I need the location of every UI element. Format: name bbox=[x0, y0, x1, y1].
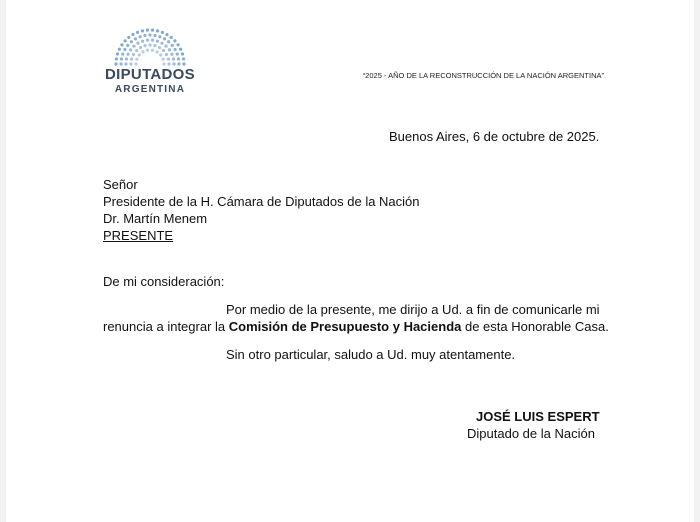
signature-name: JOSÉ LUIS ESPERT bbox=[476, 409, 600, 424]
emblem-dot bbox=[138, 53, 141, 56]
emblem-dot bbox=[116, 52, 119, 55]
paragraph-2: Sin otro particular, saludo a Ud. muy atentamente. bbox=[226, 347, 516, 362]
emblem-dot bbox=[120, 57, 123, 60]
emblem-dot bbox=[165, 53, 168, 56]
emblem-dot bbox=[123, 48, 126, 51]
recipient-presente: PRESENTE bbox=[103, 228, 174, 243]
emblem-dot bbox=[126, 44, 129, 47]
emblem-dot bbox=[151, 29, 154, 32]
emblem-dot bbox=[131, 33, 134, 36]
diputados-logo bbox=[102, 26, 198, 98]
letter-page bbox=[6, 0, 694, 522]
emblem-dot bbox=[173, 39, 176, 42]
emblem-dot bbox=[135, 49, 138, 52]
greeting: De mi consideración: bbox=[103, 274, 225, 289]
signature-title: Diputado de la Nación bbox=[467, 426, 595, 441]
letter-date: Buenos Aires, 6 de octubre de 2025. bbox=[389, 129, 600, 144]
paragraph-1-line-2 bbox=[103, 318, 609, 335]
emblem-dot bbox=[161, 31, 164, 34]
emblem-dot bbox=[123, 39, 126, 42]
emblem-dot bbox=[158, 46, 161, 49]
emblem-dot bbox=[136, 31, 139, 34]
emblem-dot bbox=[156, 29, 159, 32]
emblem-dot bbox=[121, 52, 124, 55]
emblem-dot bbox=[167, 57, 170, 60]
emblem-dot bbox=[179, 48, 182, 51]
emblem-dot bbox=[125, 57, 128, 60]
emblem-dot bbox=[126, 53, 129, 56]
emblem-dot bbox=[163, 37, 166, 40]
emblem-dot bbox=[167, 40, 170, 43]
emblem-dot bbox=[171, 44, 174, 47]
chamber-emblem-icon bbox=[112, 26, 188, 66]
emblem-dot bbox=[182, 57, 185, 60]
emblem-dot bbox=[153, 44, 156, 47]
emblem-dot bbox=[177, 57, 180, 60]
emblem-dot bbox=[132, 53, 135, 56]
emblem-dot bbox=[146, 29, 149, 32]
emblem-dot bbox=[176, 43, 179, 46]
emblem-dot bbox=[170, 53, 173, 56]
emblem-dot bbox=[148, 33, 151, 36]
committee-name: Comisión de Presupuesto y Hacienda bbox=[228, 319, 462, 334]
emblem-dot bbox=[129, 48, 132, 51]
emblem-dot bbox=[141, 40, 144, 43]
emblem-dot bbox=[118, 48, 121, 51]
emblem-dot bbox=[143, 34, 146, 37]
emblem-dot bbox=[141, 50, 144, 53]
emblem-dot bbox=[160, 42, 163, 45]
emblem-dot bbox=[130, 57, 133, 60]
emblem-dot bbox=[155, 50, 158, 53]
emblem-dot bbox=[115, 57, 118, 60]
logo-name: DIPUTADOS bbox=[105, 66, 195, 83]
emblem-dot bbox=[146, 49, 149, 52]
emblem-dot bbox=[151, 49, 154, 52]
emblem-dot bbox=[141, 29, 144, 32]
emblem-dot bbox=[134, 37, 137, 40]
emblem-dot bbox=[164, 45, 167, 48]
emblem-dot bbox=[143, 44, 146, 47]
emblem-dot bbox=[176, 52, 179, 55]
paragraph-1-text-start: renuncia a integrar la bbox=[103, 319, 229, 334]
emblem-dot bbox=[130, 40, 133, 43]
emblem-dot bbox=[181, 52, 184, 55]
emblem-dot bbox=[174, 48, 177, 51]
emblem-dot bbox=[120, 43, 123, 46]
emblem-dot bbox=[162, 49, 165, 52]
emblem-dot bbox=[153, 34, 156, 37]
emblem-dot bbox=[138, 35, 141, 38]
emblem-dot bbox=[136, 42, 139, 45]
emblem-dot bbox=[148, 43, 151, 46]
emblem-dot bbox=[159, 53, 162, 56]
emblem-dot bbox=[170, 36, 173, 39]
emblem-dot bbox=[135, 58, 138, 61]
logo-country: ARGENTINA bbox=[114, 84, 186, 95]
emblem-dot bbox=[151, 39, 154, 42]
emblem-dot bbox=[132, 45, 135, 48]
emblem-dot bbox=[172, 57, 175, 60]
emblem-dot bbox=[127, 36, 130, 39]
emblem-dot bbox=[162, 58, 165, 61]
paragraph-1-text-end: de esta Honorable Casa. bbox=[461, 319, 609, 334]
emblem-dot bbox=[139, 46, 142, 49]
recipient-position: Presidente de la H. Cámara de Diputados de la Nación bbox=[103, 194, 420, 209]
paragraph-1-line-1: Por medio de la presente, me dirijo a Ud. a fin de comunicarle mi bbox=[226, 302, 600, 317]
emblem-dot bbox=[146, 39, 149, 42]
emblem-dot bbox=[165, 33, 168, 36]
recipient-name: Dr. Martín Menem bbox=[103, 211, 208, 226]
emblem-dot bbox=[158, 35, 161, 38]
recipient-salutation: Señor bbox=[103, 177, 138, 192]
emblem-dot bbox=[156, 40, 159, 43]
emblem-dot bbox=[168, 48, 171, 51]
year-motto: “2025 - AÑO DE LA RECONSTRUCCIÓN DE LA NACIÓN ARGENTINA” bbox=[362, 71, 604, 80]
